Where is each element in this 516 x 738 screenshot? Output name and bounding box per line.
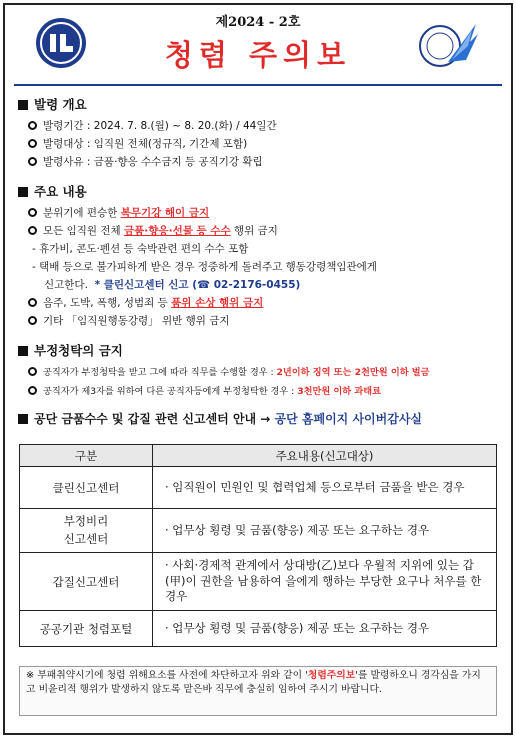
circle-bullet-icon	[28, 139, 37, 148]
list-item: 음주, 도박, 폭행, 성범죄 등 품위 손상 행위 금지	[28, 295, 263, 310]
column-header: 구분	[20, 445, 153, 467]
list-item: 기타 「임직원행동강령」 위반 행위 금지	[28, 313, 230, 328]
list-sub-item: - 휴가비, 콘도·펜션 등 숙박관련 편의 수수 포함	[32, 243, 249, 255]
table-cell-desc: · 임직원이 민원인 및 협력업체 등으로부터 금품을 받은 경우	[153, 467, 497, 509]
square-bullet-icon	[18, 100, 28, 110]
section-solicitation-title: 부정청탁의 금지	[18, 341, 123, 359]
table-cell-name: 클린신고센터	[20, 467, 153, 509]
table-row	[20, 509, 497, 553]
list-item: 분위기에 편승한 복무기강 해이 금지	[28, 205, 209, 220]
list-item: 발령사유 : 금품·향응 수수금지 등 공직기강 확립	[28, 154, 263, 169]
section-report-center-title: 공단 금품수수 및 갑질 관련 신고센터 안내 → 공단 홈페이지 사이버감사실	[18, 410, 422, 427]
table-cell-name: 부정비리 신고센터	[20, 509, 153, 553]
report-center-table	[19, 444, 497, 647]
section-overview-title: 발령 개요	[18, 95, 87, 113]
circle-bullet-icon	[28, 226, 37, 235]
cyber-audit-link: 공단 홈페이지 사이버감사실	[274, 412, 423, 426]
table-cell-desc: · 업무상 횡령 및 금품(향응) 제공 또는 요구하는 경우	[153, 509, 497, 553]
header	[0, 0, 516, 82]
table-row	[20, 611, 497, 647]
list-item: 발령기간 : 2024. 7. 8.(월) ~ 8. 20.(화) / 44일간	[28, 118, 277, 133]
winged-seal-icon	[418, 20, 480, 70]
square-bullet-icon	[18, 414, 28, 424]
table-cell-desc: · 업무상 횡령 및 금품(향응) 제공 또는 요구하는 경우	[153, 611, 497, 647]
column-header: 주요내용(신고대상)	[153, 445, 497, 467]
table-row	[20, 553, 497, 611]
list-item: 공직자가 제3자를 위하여 다른 공직자등에게 부정청탁한 경우 : 3천만원 이하 과태료	[28, 383, 381, 397]
circle-bullet-icon	[28, 157, 37, 166]
circle-bullet-icon	[28, 121, 37, 130]
list-item: 공직자가 부정청탁을 받고 그에 따라 직무를 수행할 경우 : 2년이하 징역 또는 2천만원 이하 벌금	[28, 364, 430, 378]
list-item: 발령대상 : 임직원 전체(정규직, 기간제 포함)	[28, 136, 247, 151]
list-item: 모든 임직원 전체 금품·향응·선물 등 수수 행위 금지	[28, 223, 278, 238]
section-main-content-title: 주요 내용	[18, 182, 87, 200]
table-header-row	[20, 445, 497, 467]
list-sub-item: - 택배 등으로 불가피하게 받은 경우 정중하게 돌려주고 행동강령책임관에게	[32, 261, 377, 273]
header-divider	[14, 84, 502, 86]
circle-bullet-icon	[28, 316, 37, 325]
page-title: 청렴 주의보	[164, 38, 352, 72]
table-cell-desc: · 사회·경제적 관계에서 상대방(乙)보다 우월적 지위에 있는 갑(甲)이 권한을 남용하여 을에게 행하는 부당한 요구나 처우를 한 경우	[153, 553, 497, 611]
circle-bullet-icon	[28, 208, 37, 217]
issue-number: 제2024 - 2호	[215, 15, 301, 30]
circle-bullet-icon	[28, 367, 37, 376]
square-bullet-icon	[18, 187, 28, 197]
table-row	[20, 467, 497, 509]
square-bullet-icon	[18, 346, 28, 356]
closing-note: ※ 부패취약시기에 청렴 위해요소를 사전에 차단하고자 위와 같이 '청렴주의보'를 발령하오니 경각심을 가지고 비윤리적 행위가 발생하지 않도록 맡은바 직무에 충실히 임하여 주시기 바랍니다.	[19, 666, 497, 716]
list-sub-item: 신고한다. * 클린신고센터 신고 (☎ 02-2176-0455)	[44, 279, 301, 291]
circle-bullet-icon	[28, 386, 37, 395]
table-cell-name: 공공기관 청렴포털	[20, 611, 153, 647]
clean-report-contact: * 클린신고센터 신고 (☎ 02-2176-0455)	[94, 279, 301, 291]
table-cell-name: 갑질신고센터	[20, 553, 153, 611]
circle-bullet-icon	[28, 298, 37, 307]
